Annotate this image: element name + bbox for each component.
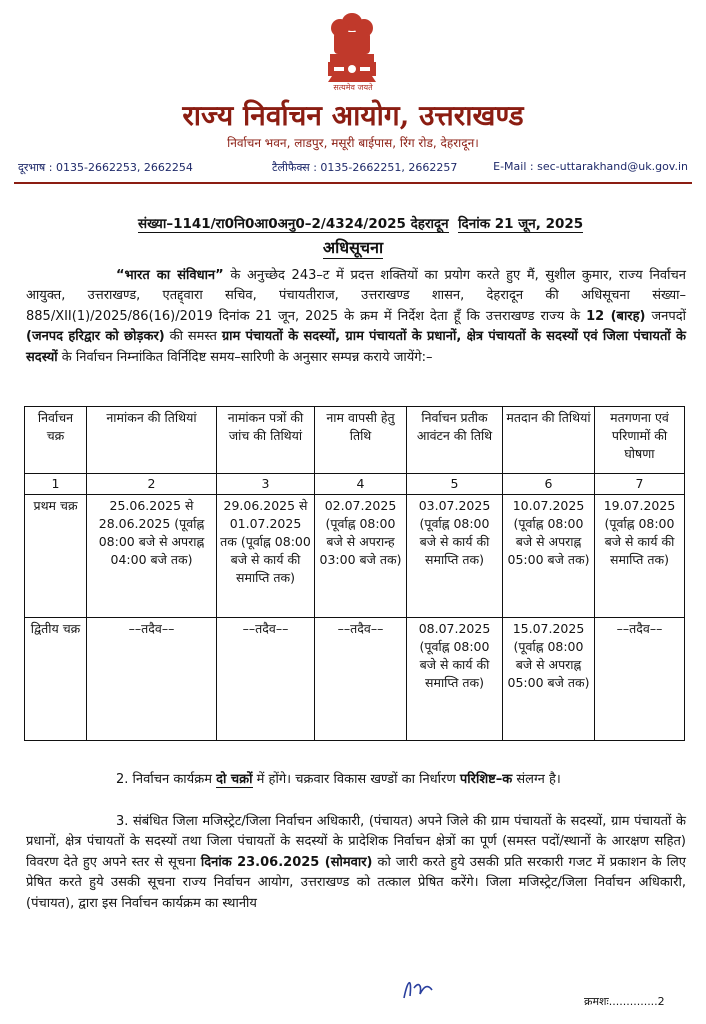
table-cell: प्रथम चक्र	[25, 495, 87, 618]
table-cell: 25.06.2025 से 28.06.2025 (पूर्वाह्न 08:00 बजे से अपराह्न 04:00 बजे तक)	[87, 495, 217, 618]
table-cell: ––तदैव––	[87, 618, 217, 741]
reference-number: संख्या–1141/रा0नि0आ0अनु0–2/4324/2025 देहरादून	[138, 216, 449, 232]
table-cell: ––तदैव––	[595, 618, 685, 741]
notice-title-text: अधिसूचना	[322, 238, 384, 257]
column-number: 5	[407, 474, 503, 495]
table-cell: 10.07.2025 (पूर्वाह्न 08:00 बजे से अपराह्न 05:00 बजे तक)	[503, 495, 595, 618]
header-divider	[14, 182, 692, 184]
table-header-cell: नामांकन की तिथियां	[87, 407, 217, 474]
emblem-motto: सत्यमेव जयते	[333, 83, 373, 92]
column-number: 4	[315, 474, 407, 495]
p1-text-d: जनपदों	[645, 308, 686, 324]
p3-text-a: 3. संबंधित जिला मजिस्ट्रेट/जिला निर्वाचन अधिकारी, (पंचायत) अपने जिले की ग्राम पंचायतों के सदस्यों, ग्राम पंचायतों के प्रधानों, क्षेत्र पंचायतों के सदस्यों तथा जिला पंचायतों के सदस्यों के प्रादेशिक निर्वाचन क्षेत्रों का पूर्ण (समस्त पदों/स्थानों के आरक्षण सहित) विवरण देते हुए अपने स्तर से सूचना	[26, 814, 686, 870]
table-cell: 29.06.2025 से 01.07.2025 तक (पूर्वाह्न 08:00 बजे से कार्य की समाप्ति तक)	[217, 495, 315, 618]
contact-row	[18, 160, 688, 176]
office-name: राज्य निर्वाचन आयोग, उत्तराखण्ड	[182, 99, 524, 132]
notice-date: दिनांक 21 जून, 2025	[458, 216, 584, 232]
office-address: निर्वाचन भवन, लाडपुर, मसूरी बाईपास, रिंग रोड, देहरादून।	[227, 136, 479, 150]
p1-text-f: की समस्त	[164, 329, 222, 345]
notice-title	[0, 236, 706, 258]
p2-annexure: परिशिष्ट–क	[459, 772, 513, 787]
p2-text-e: संलग्न है।	[512, 772, 561, 787]
table-number-row	[25, 474, 685, 495]
table-cell: द्वितीय चक्र	[25, 618, 87, 741]
email-address: E-Mail : sec-uttarakhand@uk.gov.in	[493, 160, 688, 173]
election-schedule-table	[24, 406, 685, 741]
page-continuation: क्रमशः..............2	[584, 995, 665, 1008]
table-cell: 19.07.2025 (पूर्वाह्न 08:00 बजे से कार्य की समाप्ति तक)	[595, 495, 685, 618]
p1-district-count: 12 (बारह)	[586, 308, 646, 324]
constitution-ref: “भारत का संविधान”	[116, 268, 224, 283]
p1-text-b: के अनुच्छेद 243–ट में प्रदत्त शक्तियों का प्रयोग करते हुए मैं, सुशील कुमार, राज्य निर्वाचन आयुक्त, उत्तराखण्ड, एतद्द्वारा सचिव, पंचायतीराज, उत्तराखण्ड शासन, देहरादून की अधिसूचना संख्या–885/XII(1)/2025/86(16)/2019 दिनांक 21 जून, 2025 के क्रम में निर्देश देता हूँ कि उत्तराखण्ड राज्य के	[26, 268, 686, 324]
p2-text-a: 2. निर्वाचन कार्यक्रम	[116, 772, 217, 787]
column-number: 2	[87, 474, 217, 495]
table-header-cell: नामांकन पत्रों की जांच की तिथियां	[217, 407, 315, 474]
column-number: 7	[595, 474, 685, 495]
ashoka-emblem-icon	[304, 8, 400, 86]
p1-exclusion: (जनपद हरिद्वार को छोड़कर)	[26, 329, 165, 345]
p3-date: दिनांक 23.06.2025 (सोमवार)	[200, 854, 373, 870]
table-cell: 02.07.2025 (पूर्वाह्न 08:00 बजे से अपरान्ह 03:00 बजे तक)	[315, 495, 407, 618]
table-header-cell: मतगणना एवं परिणामों की घोषणा	[595, 407, 685, 474]
table-header-cell: नाम वापसी हेतु तिथि	[315, 407, 407, 474]
table-cell: 03.07.2025 (पूर्वाह्न 08:00 बजे से कार्य की समाप्ति तक)	[407, 495, 503, 618]
phone-numbers: दूरभाष : 0135-2662253, 2662254	[18, 161, 193, 174]
p1-text-h: के निर्वाचन निम्नांकित विर्निदिष्ट समय–सारिणी के अनुसार सम्पन्न कराये जायेंगे:–	[57, 349, 433, 365]
notice-paragraph-2	[26, 770, 686, 790]
table-cell: 08.07.2025 (पूर्वाह्न 08:00 बजे से कार्य की समाप्ति तक)	[407, 618, 503, 741]
handwritten-signature-icon	[398, 968, 438, 1008]
column-number: 6	[503, 474, 595, 495]
column-number: 1	[25, 474, 87, 495]
table-cell: 15.07.2025 (पूर्वाह्न 08:00 बजे से अपराह्न 05:00 बजे तक)	[503, 618, 595, 741]
table-row	[25, 618, 685, 741]
p2-text-c: में होंगे। चक्रवार विकास खण्डों का निर्धारण	[252, 772, 460, 787]
notice-paragraph-1	[26, 266, 686, 368]
table-header-cell: मतदान की तिथियां	[503, 407, 595, 474]
fax-numbers: टैलीफैक्स : 0135-2662251, 2662257	[272, 161, 458, 174]
table-cell: ––तदैव––	[217, 618, 315, 741]
table-header-cell: निर्वाचन चक्र	[25, 407, 87, 474]
p1-posts: ग्राम पंचायतों के सदस्यों, ग्राम पंचायतों के प्रधानों, क्षेत्र पंचायतों के सदस्यों एवं जिला पंचायतों के सदस्यों	[26, 329, 686, 365]
table-header-cell: निर्वाचन प्रतीक आवंटन की तिथि	[407, 407, 503, 474]
notice-paragraph-3	[26, 812, 686, 914]
table-header-row	[25, 407, 685, 474]
p2-two-phases: दो चक्रों	[216, 772, 253, 787]
reference-line	[138, 214, 583, 232]
table-row	[25, 495, 685, 618]
table-cell: ––तदैव––	[315, 618, 407, 741]
column-number: 3	[217, 474, 315, 495]
p3-text-c: को जारी करते हुये उसकी प्रति सरकारी गजट में प्रकाशन के लिए प्रेषित करते हुये उसकी सूचना राज्य निर्वाचन आयोग, उत्तराखण्ड को तत्काल प्रेषित करेंगे। जिला मजिस्ट्रेट/जिला निर्वाचन अधिकारी, (पंचायत), द्वारा इस निर्वाचन कार्यक्रम का स्थानीय	[26, 854, 686, 911]
